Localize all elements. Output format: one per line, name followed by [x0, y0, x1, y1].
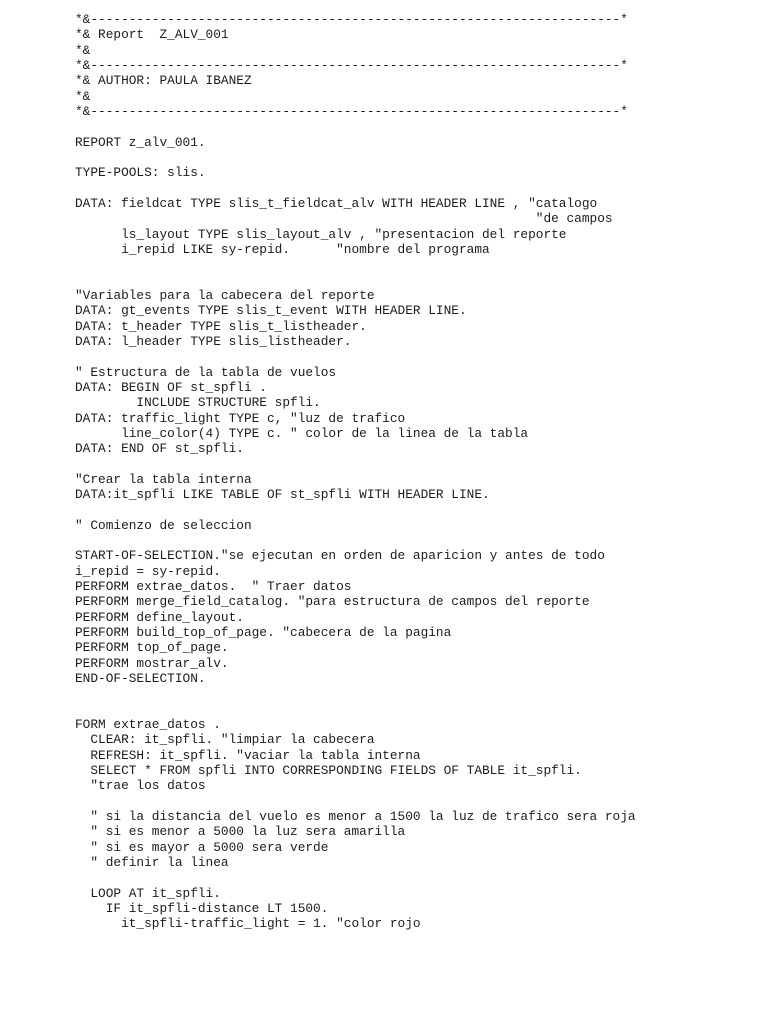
- code-line: PERFORM build_top_of_page. "cabecera de la pagina: [75, 625, 452, 641]
- code-line: IF it_spfli-distance LT 1500.: [75, 901, 329, 917]
- code-line: [75, 349, 636, 364]
- code-line: [75, 257, 636, 272]
- code-line: i_repid = sy-repid.: [75, 563, 221, 579]
- code-line: PERFORM merge_field_catalog. "para estructura de campos del reporte: [75, 594, 590, 610]
- code-line: "Variables para la cabecera del reporte: [75, 287, 375, 303]
- code-line: PERFORM extrae_datos. " Traer datos: [75, 579, 352, 595]
- code-line: REPORT z_alv_001.: [75, 134, 206, 150]
- code-line: DATA: traffic_light TYPE c, "luz de trafico: [75, 410, 406, 426]
- code-line: TYPE-POOLS: slis.: [75, 165, 206, 181]
- code-line: PERFORM mostrar_alv.: [75, 655, 229, 671]
- code-line: *&---------------------------------------------------------------------*: [75, 57, 628, 73]
- code-line: " Estructura de la tabla de vuelos: [75, 364, 337, 380]
- code-line: END-OF-SELECTION.: [75, 671, 206, 687]
- code-line: [75, 150, 636, 165]
- code-line: "de campos: [75, 211, 613, 227]
- code-line: " si la distancia del vuelo es menor a 1500 la luz de trafico sera roja: [75, 809, 636, 825]
- code-line: *& Report Z_ALV_001: [75, 27, 229, 43]
- code-line: START-OF-SELECTION."se ejecutan en orden de aparicion y antes de todo: [75, 548, 605, 564]
- code-line: [75, 457, 636, 472]
- code-line: CLEAR: it_spfli. "limpiar la cabecera: [75, 732, 375, 748]
- code-line: INCLUDE STRUCTURE spfli.: [75, 395, 321, 411]
- code-line: it_spfli-traffic_light = 1. "color rojo: [75, 916, 421, 932]
- code-line: [75, 119, 636, 134]
- code-line: *& AUTHOR: PAULA IBANEZ: [75, 73, 252, 89]
- abap-source-code: [75, 12, 636, 932]
- code-line: [75, 503, 636, 518]
- code-line: REFRESH: it_spfli. "vaciar la tabla interna: [75, 747, 421, 763]
- code-line: FORM extrae_datos .: [75, 717, 221, 733]
- code-line: *&: [75, 88, 91, 104]
- code-line: DATA: fieldcat TYPE slis_t_fieldcat_alv WITH HEADER LINE , "catalogo: [75, 195, 598, 211]
- code-line: ls_layout TYPE slis_layout_alv , "presentacion del reporte: [75, 226, 567, 242]
- code-line: " si es menor a 5000 la luz sera amarilla: [75, 824, 406, 840]
- code-line: SELECT * FROM spfli INTO CORRESPONDING FIELDS OF TABLE it_spfli.: [75, 763, 582, 779]
- code-line: [75, 794, 636, 809]
- code-line: " Comienzo de seleccion: [75, 517, 252, 533]
- code-line: "Crear la tabla interna: [75, 471, 252, 487]
- code-line: [75, 273, 636, 288]
- code-line: DATA:it_spfli LIKE TABLE OF st_spfli WITH HEADER LINE.: [75, 487, 490, 503]
- code-line: " si es mayor a 5000 sera verde: [75, 839, 329, 855]
- code-line: [75, 533, 636, 548]
- code-line: " definir la linea: [75, 855, 229, 871]
- code-line: i_repid LIKE sy-repid. "nombre del programa: [75, 241, 490, 257]
- code-line: DATA: gt_events TYPE slis_t_event WITH HEADER LINE.: [75, 303, 467, 319]
- code-line: [75, 870, 636, 885]
- code-line: *&---------------------------------------------------------------------*: [75, 12, 628, 27]
- code-line: DATA: END OF st_spfli.: [75, 441, 244, 457]
- code-line: [75, 181, 636, 196]
- code-line: DATA: t_header TYPE slis_t_listheader.: [75, 318, 367, 334]
- code-line: *&---------------------------------------------------------------------*: [75, 103, 628, 119]
- code-line: "trae los datos: [75, 778, 206, 794]
- code-line: DATA: BEGIN OF st_spfli .: [75, 379, 267, 395]
- code-line: *&: [75, 42, 91, 58]
- code-line: [75, 686, 636, 701]
- code-line: PERFORM define_layout.: [75, 609, 244, 625]
- code-line: line_color(4) TYPE c. " color de la linea de la tabla: [75, 425, 529, 441]
- code-line: PERFORM top_of_page.: [75, 640, 229, 656]
- code-line: LOOP AT it_spfli.: [75, 885, 221, 901]
- code-line: DATA: l_header TYPE slis_listheader.: [75, 333, 352, 349]
- code-line: [75, 702, 636, 717]
